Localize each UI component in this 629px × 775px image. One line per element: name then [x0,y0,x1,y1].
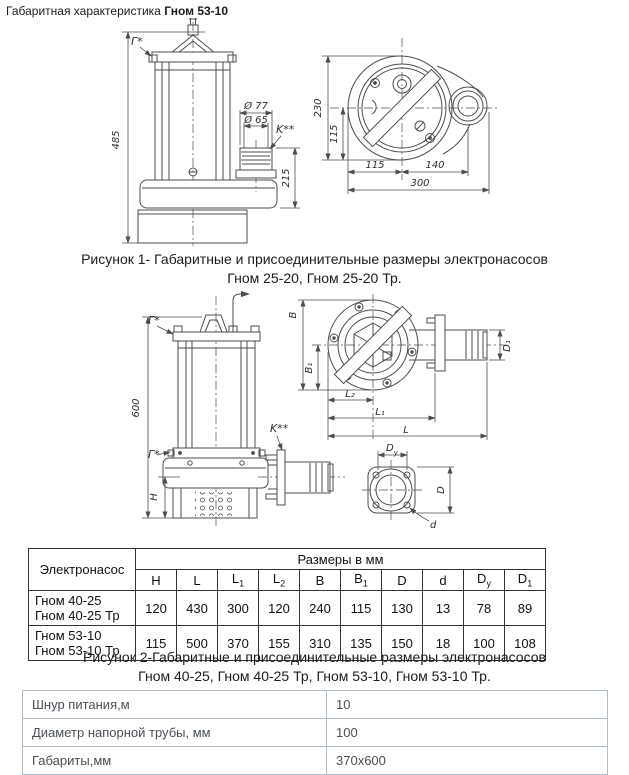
fig2-dim-Dy: $D_y$ [386,443,398,457]
dimensions-table [28,548,546,661]
figure2-caption-line2: Гном 40-25, Гном 40-25 Тр, Гном 53-10, Гном 53-10 Тр. [138,667,491,684]
spec-value: 370x600 [327,747,608,775]
spec-row [23,691,608,719]
fig2-dim-D1: D₁ [502,340,513,352]
dim-col-header: H [136,570,177,591]
fig1-marker-g: Г* [131,35,143,48]
figure1-side-view [111,18,300,246]
spec-label: Габариты,мм [23,747,327,775]
spec-table [22,690,608,775]
dim-value: 18 [423,626,464,661]
dim-value: 130 [382,591,423,626]
figure1-top-view [313,38,497,194]
figure2-caption-line1: Рисунок 2-Габаритные и присоединительные размеры электронасосов [83,649,546,665]
fig2-marker-g-mid: Г* [148,448,160,461]
figure1-caption-line2: Гном 25-20, Гном 25-20 Тр. [227,269,402,286]
spec-value: 100 [327,719,608,747]
dim-value: 310 [300,626,341,661]
fig1-dim-top-inner: 115 [329,124,340,144]
fig1-dim-height: 485 [111,130,122,150]
figure2-side-view [131,294,345,528]
pump-name: Гном 40-25 Гном 40-25 Тр [29,591,136,626]
dim-col-header: $L_2$ [259,570,300,591]
dim-value: 150 [382,626,423,661]
spec-label: Диаметр напорной трубы, мм [23,719,327,747]
dim-value: 115 [136,626,177,661]
dim-value: 108 [505,626,546,661]
fig1-dim-top-height: 230 [313,98,324,118]
dim-table-col0-header: Электронасос [29,549,136,591]
title-model: Гном 53-10 [164,4,229,18]
fig2-marker-k: K** [270,422,289,435]
dim-value: 120 [259,591,300,626]
dim-value: 78 [464,591,505,626]
figure1-caption [0,250,629,287]
dim-col-header: L [177,570,218,591]
page-title [6,4,228,18]
dim-value: 89 [505,591,546,626]
fig1-dim-bottom-left: 115 [365,160,385,171]
spec-row [23,719,608,747]
dim-value: 120 [136,591,177,626]
dim-col-header: $L_1$ [218,570,259,591]
dim-col-header: $D_y$ [464,570,505,591]
dim-col-header: $B_1$ [341,570,382,591]
spec-label: Шнур питания,м [23,691,327,719]
dim-col-header: d [423,570,464,591]
dim-value: 370 [218,626,259,661]
fig1-dim-bottom-total: 300 [410,178,430,189]
title-prefix: Габаритная характеристика [6,4,165,18]
fig2-dim-d: d [430,520,437,531]
fig2-dim-D: D [436,486,447,494]
figure2-caption [0,648,629,685]
dim-col-header: D [382,570,423,591]
figure1-drawing [0,18,629,249]
spec-row [23,747,608,775]
pump-name: Гном 53-10 Гном 53-10 Тр [29,626,136,661]
spec-value: 10 [327,691,608,719]
dim-col-header: B [300,570,341,591]
fig2-dim-L: L [403,425,409,436]
fig2-dim-H: H [149,493,160,501]
dim-value: 13 [423,591,464,626]
figure1-caption-line1: Рисунок 1- Габаритные и присоединительные размеры электронасосов [81,251,548,267]
fig2-dim-L1: L₁ [375,407,385,418]
fig1-dim-dia-inner: Ø 65 [244,115,268,126]
fig1-dim-pipe-height: 215 [281,168,292,188]
figure2-flange-view [362,443,454,531]
fig1-dim-dia-outer: Ø 77 [244,101,268,112]
dim-value: 135 [341,626,382,661]
fig2-marker-g-top: Г* [148,314,160,327]
dim-value: 500 [177,626,218,661]
fig1-dim-bottom-right: 140 [425,160,445,171]
dim-value: 430 [177,591,218,626]
dim-value: 100 [464,626,505,661]
dim-value: 155 [259,626,300,661]
fig2-dim-B1: B₁ [304,362,315,374]
dim-table-row [29,591,546,626]
spec-table-body [23,691,608,775]
dim-value: 300 [218,591,259,626]
dim-table-group-header: Размеры в мм [136,549,546,570]
fig2-dim-L2: L₂ [345,389,355,400]
fig2-dim-B: B [288,311,299,319]
dim-value: 115 [341,591,382,626]
figure2-top-view [288,294,513,442]
fig2-dim-height: 600 [131,398,142,418]
figure2-drawing [0,283,629,547]
fig1-marker-k: K** [276,123,295,136]
dim-col-header: $D_1$ [505,570,546,591]
dim-value: 240 [300,591,341,626]
